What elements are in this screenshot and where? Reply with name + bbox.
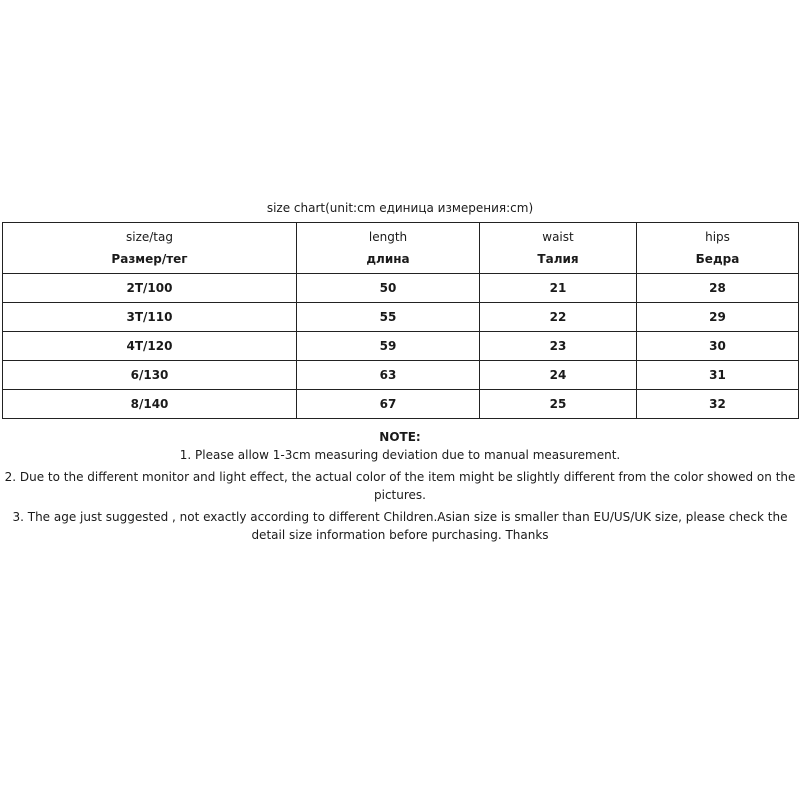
cell-hips: 32 bbox=[637, 390, 799, 419]
cell-size-tag: 2T/100 bbox=[3, 274, 297, 303]
table-row bbox=[3, 361, 799, 390]
header-size-tag-ru: Размер/тег bbox=[111, 252, 188, 266]
cell-hips: 28 bbox=[637, 274, 799, 303]
cell-waist: 22 bbox=[480, 303, 637, 332]
note-item-1: 1. Please allow 1-3cm measuring deviation due to manual measurement. bbox=[179, 448, 621, 462]
notes-title: NOTE: bbox=[379, 430, 421, 444]
size-chart-table bbox=[2, 222, 799, 419]
note-item-2: 2. Due to the different monitor and light effect, the actual color of the item might be slightly different from the color showed on the pictures. bbox=[4, 470, 796, 502]
notes-section bbox=[4, 428, 796, 544]
cell-waist: 23 bbox=[480, 332, 637, 361]
header-length bbox=[297, 223, 480, 274]
cell-length: 55 bbox=[297, 303, 480, 332]
table-row bbox=[3, 390, 799, 419]
table-row bbox=[3, 274, 799, 303]
header-hips bbox=[637, 223, 799, 274]
header-size-tag bbox=[3, 223, 297, 274]
table-row bbox=[3, 303, 799, 332]
cell-length: 50 bbox=[297, 274, 480, 303]
cell-waist: 25 bbox=[480, 390, 637, 419]
cell-length: 67 bbox=[297, 390, 480, 419]
table-row bbox=[3, 332, 799, 361]
cell-size-tag: 3T/110 bbox=[3, 303, 297, 332]
header-hips-en: hips bbox=[705, 230, 730, 244]
header-size-tag-en: size/tag bbox=[126, 230, 173, 244]
cell-length: 59 bbox=[297, 332, 480, 361]
cell-waist: 21 bbox=[480, 274, 637, 303]
cell-size-tag: 4T/120 bbox=[3, 332, 297, 361]
cell-hips: 29 bbox=[637, 303, 799, 332]
header-waist bbox=[480, 223, 637, 274]
size-chart-title: size chart(unit:cm единица измерения:cm) bbox=[266, 201, 534, 215]
table-header-row bbox=[3, 223, 799, 274]
header-hips-ru: Бедра bbox=[695, 252, 740, 266]
header-waist-en: waist bbox=[542, 230, 574, 244]
header-length-ru: длина bbox=[366, 252, 410, 266]
cell-size-tag: 6/130 bbox=[3, 361, 297, 390]
header-waist-ru: Талия bbox=[537, 252, 579, 266]
cell-length: 63 bbox=[297, 361, 480, 390]
note-item-3: 3. The age just suggested , not exactly according to different Children.Asian size is smaller than EU/US/UK size, please check the detail size information before purchasing. Thanks bbox=[12, 510, 788, 542]
cell-hips: 30 bbox=[637, 332, 799, 361]
cell-hips: 31 bbox=[637, 361, 799, 390]
cell-size-tag: 8/140 bbox=[3, 390, 297, 419]
cell-waist: 24 bbox=[480, 361, 637, 390]
header-length-en: length bbox=[368, 230, 408, 244]
